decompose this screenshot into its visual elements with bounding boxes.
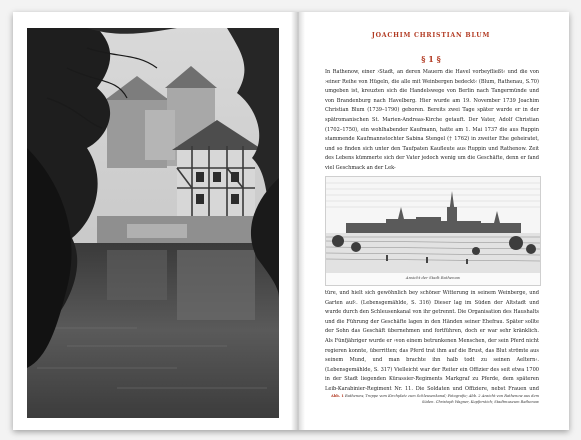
figure-credits-label: Abb. 1	[331, 394, 344, 398]
engraving-illustration	[325, 176, 541, 286]
section-number: § 1 §	[421, 54, 441, 64]
river-town-photograph	[27, 28, 279, 418]
running-head: JOACHIM CHRISTIAN BLUM	[371, 32, 491, 39]
photograph-image	[27, 28, 279, 418]
engraving-image	[326, 177, 540, 273]
figure-credits	[325, 394, 539, 405]
body-paragraph-1: In Rathenow, einer ›Stadt, an deren Mauern die Havel vorbeyfließt‹ und die von ›einer Reihe von Hügeln, die alle mit Weinbergen bedeckt‹ (Blum, Rathenau, S.70) umgeben ist, kreuzten sich die Handelswege von Berlin nach Tangermünde und von Brandenburg nach Havelberg. Hier wurde am 19. November 1739 Joachim Christian Blum (1739–1790) geboren. Bereits zwei Tage später wurde er in der spätromanischen St. Marien-Andreas-Kirche getauft. Der Vater, Adolf Christian (1702–1750), ein wohlhabender Kaufmann, hatte am 1. Mai 1737 die aus Ruppin stammende Kaufmannstochter Sabina Stengel († 1762) in zweiter Ehe geheiratet, und so finden sich unter den Taufpaten Kaufleute aus Ruppin und Rathenow. Zeit des Lebens kümmerte sich der Vater jedoch wenig um die Geschäfte, denn er fand viel Geschmack an der Lek-	[325, 69, 539, 171]
section-number-value: 1	[428, 54, 434, 64]
body-paragraph-2: türe, und hielt sich gewöhnlich bey schöner Witterung in seinem Weinberge, und Garten auf‹. (Lebensgemählde, S. 316) Dieser lag im Süden der Altstadt und wurde durch den Schleusenkanal von ihr getrennt. Die Organisation des Haushalts und die Führung der Geschäfte lagen in den Händen seiner Ehefrau. Später sollte der Sohn das Geschäft übernehmen und fortführen, doch er war sehr kränklich. Als Fünfjähriger wurde er ›von einem betrunkenen Menschen, der sein Pferd nicht regieren konnte, überritten; das Pferd trat ihm auf die Brust, das Blut strömte aus seinem Mund, und man brachte ihn halb todt zu seinen Aeltern‹. (Lebensgemählde, S. 317) Vielleicht war der Reiter ein Offizier des seit etwa 1700 in der Stadt liegenden Kürassier-Regiments Markgraf zu Pferde, dem späteren Leib-Karabinier-Regiment Nr. 11. Die Soldaten und Offiziere, nebst Frauen und	[325, 290, 539, 391]
open-book	[13, 12, 569, 430]
engraving-caption: Ansicht der Stadt Rathenow	[405, 275, 461, 280]
book-gutter	[291, 12, 305, 430]
figure-credits-text: Rathenow, Treppe vom Kirchplatz zum Schleusenkanal; Fotografie; Abb. 2 Ansicht von Rathenow aus dem Süden. Christoph Wagner, Kupferstich; Stadtmuseum Rathenow	[344, 394, 539, 404]
right-page	[309, 12, 569, 430]
